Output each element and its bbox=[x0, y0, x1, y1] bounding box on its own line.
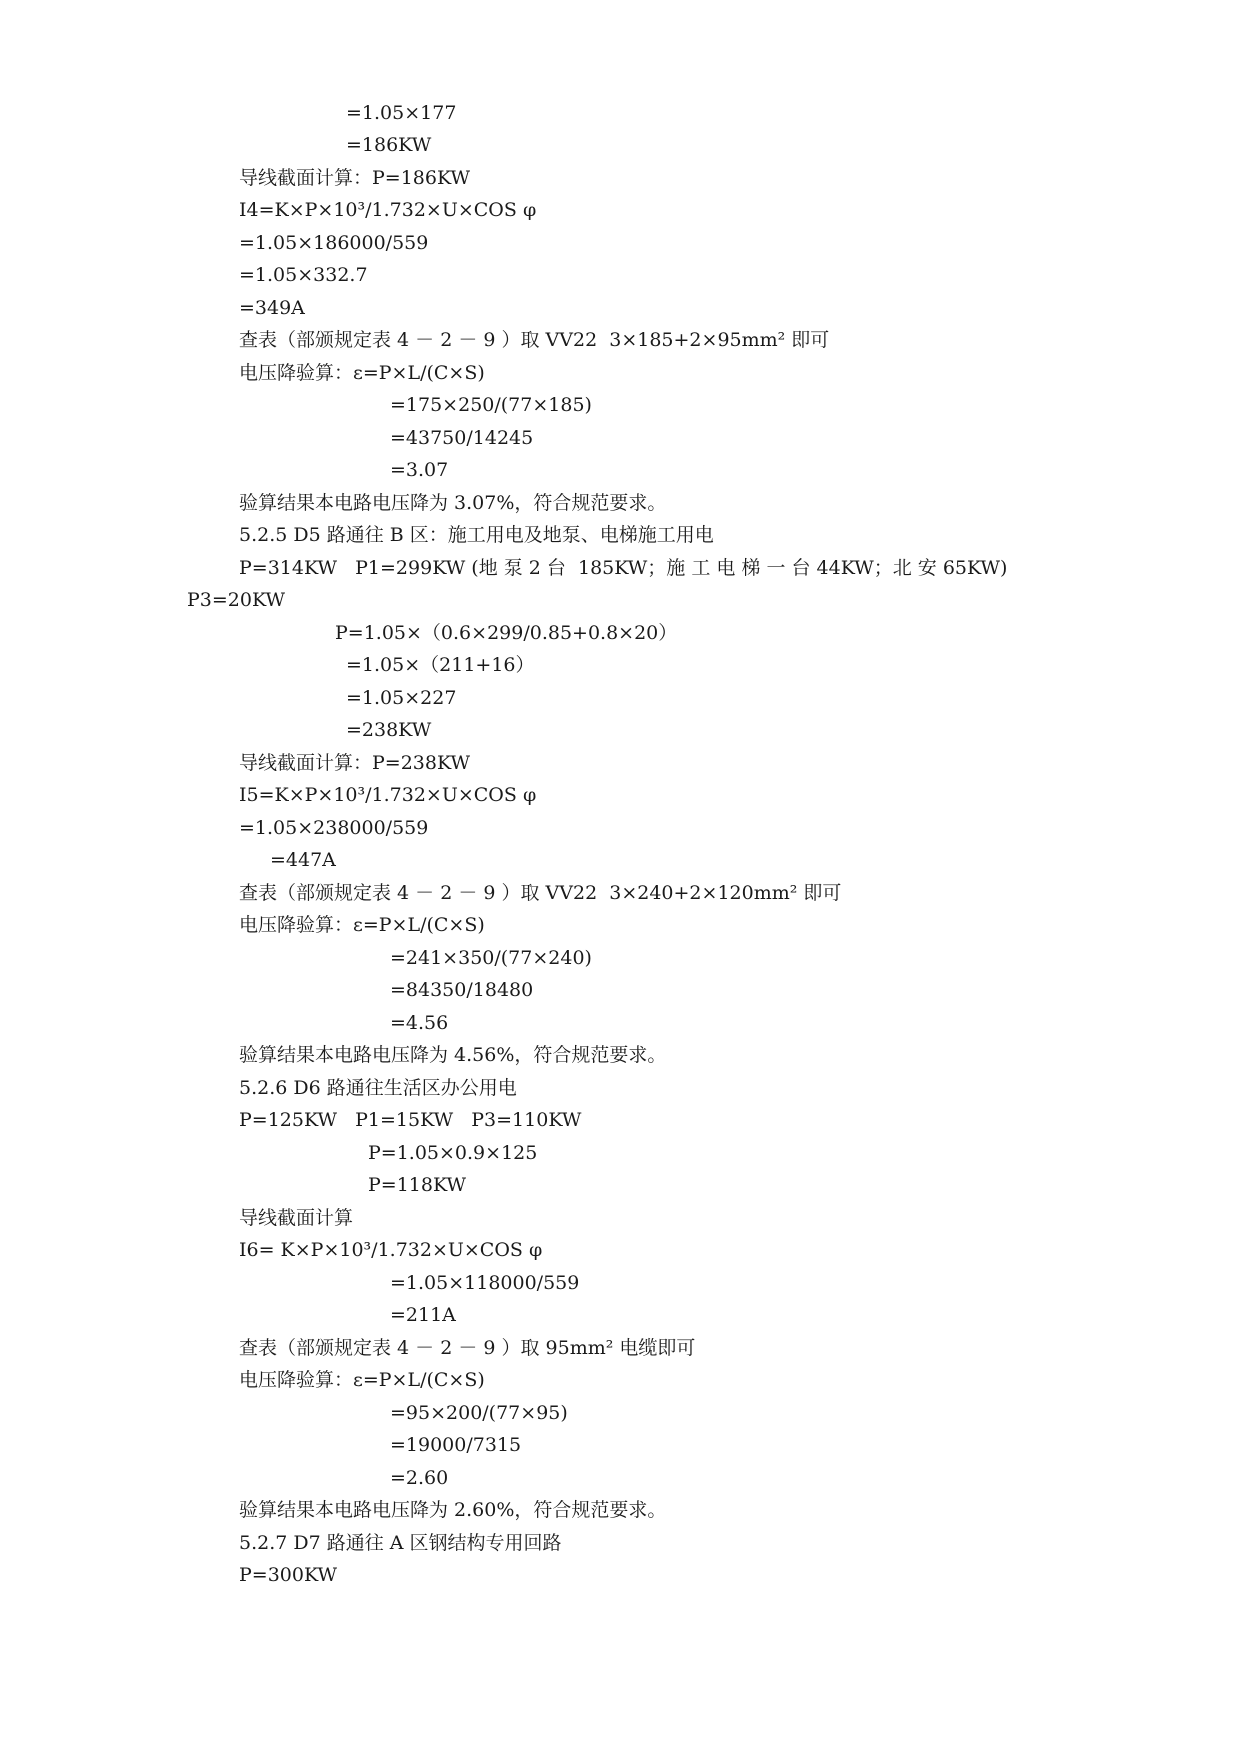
text-line: =175×250/(77×185) bbox=[390, 394, 592, 416]
text-line: =349A bbox=[239, 297, 305, 319]
text-line: I4=K×P×10³/1.732×U×COS φ bbox=[239, 199, 537, 221]
text-line: P=125KW P1=15KW P3=110KW bbox=[239, 1109, 582, 1131]
text-line: I6= K×P×10³/1.732×U×COS φ bbox=[239, 1239, 543, 1261]
text-line: =241×350/(77×240) bbox=[390, 947, 592, 969]
text-line: 导线截面计算：P=186KW bbox=[239, 167, 471, 189]
text-line: =43750/14245 bbox=[390, 427, 534, 449]
text-line: =1.05×332.7 bbox=[239, 264, 368, 286]
text-line: 验算结果本电路电压降为 4.56%，符合规范要求。 bbox=[239, 1044, 667, 1066]
text-line: =1.05×227 bbox=[346, 687, 457, 709]
text-line: P=300KW bbox=[239, 1564, 338, 1586]
text-line: 验算结果本电路电压降为 2.60%，符合规范要求。 bbox=[239, 1499, 667, 1521]
text-line: =238KW bbox=[346, 719, 432, 741]
text-line: =3.07 bbox=[390, 459, 449, 481]
text-line: 5.2.6 D6 路通往生活区办公用电 bbox=[239, 1077, 517, 1099]
text-line: 查表（部颁规定表 4 － 2 － 9 ）取 VV22 3×240+2×120mm² 即可 bbox=[239, 882, 842, 904]
text-line: =186KW bbox=[346, 134, 432, 156]
text-line: =447A bbox=[270, 849, 336, 871]
text-line: P3=20KW bbox=[187, 589, 286, 611]
text-line: P=1.05×0.9×125 bbox=[368, 1142, 538, 1164]
text-line: =1.05×177 bbox=[346, 102, 457, 124]
text-line: =19000/7315 bbox=[390, 1434, 522, 1456]
text-line: =1.05×238000/559 bbox=[239, 817, 429, 839]
text-line: 电压降验算：ε=P×L/(C×S) bbox=[239, 1369, 485, 1391]
text-line: 5.2.7 D7 路通往 A 区钢结构专用回路 bbox=[239, 1532, 562, 1554]
text-line: =2.60 bbox=[390, 1467, 449, 1489]
text-line: =95×200/(77×95) bbox=[390, 1402, 568, 1424]
text-line: 验算结果本电路电压降为 3.07%，符合规范要求。 bbox=[239, 492, 667, 514]
text-line: =1.05×118000/559 bbox=[390, 1272, 580, 1294]
text-line: =84350/18480 bbox=[390, 979, 534, 1001]
text-line: P=1.05×（0.6×299/0.85+0.8×20） bbox=[335, 622, 678, 644]
text-line: 5.2.5 D5 路通往 B 区：施工用电及地泵、电梯施工用电 bbox=[239, 524, 714, 546]
text-line: =1.05×（211+16） bbox=[346, 654, 535, 676]
text-line: 电压降验算：ε=P×L/(C×S) bbox=[239, 914, 485, 936]
text-line: 导线截面计算：P=238KW bbox=[239, 752, 471, 774]
text-line: 查表（部颁规定表 4 － 2 － 9 ）取 VV22 3×185+2×95mm² 即可 bbox=[239, 329, 830, 351]
text-line: P=118KW bbox=[368, 1174, 467, 1196]
text-line: I5=K×P×10³/1.732×U×COS φ bbox=[239, 784, 537, 806]
text-line: 导线截面计算 bbox=[239, 1207, 354, 1229]
text-line: 查表（部颁规定表 4 － 2 － 9 ）取 95mm² 电缆即可 bbox=[239, 1337, 696, 1359]
text-line: =4.56 bbox=[390, 1012, 449, 1034]
text-line: P=314KW P1=299KW (地 泵 2 台 185KW；施 工 电 梯 一 台 44KW；北 安 65KW) bbox=[239, 557, 1008, 579]
text-line: 电压降验算：ε=P×L/(C×S) bbox=[239, 362, 485, 384]
text-line: =211A bbox=[390, 1304, 456, 1326]
text-line: =1.05×186000/559 bbox=[239, 232, 429, 254]
